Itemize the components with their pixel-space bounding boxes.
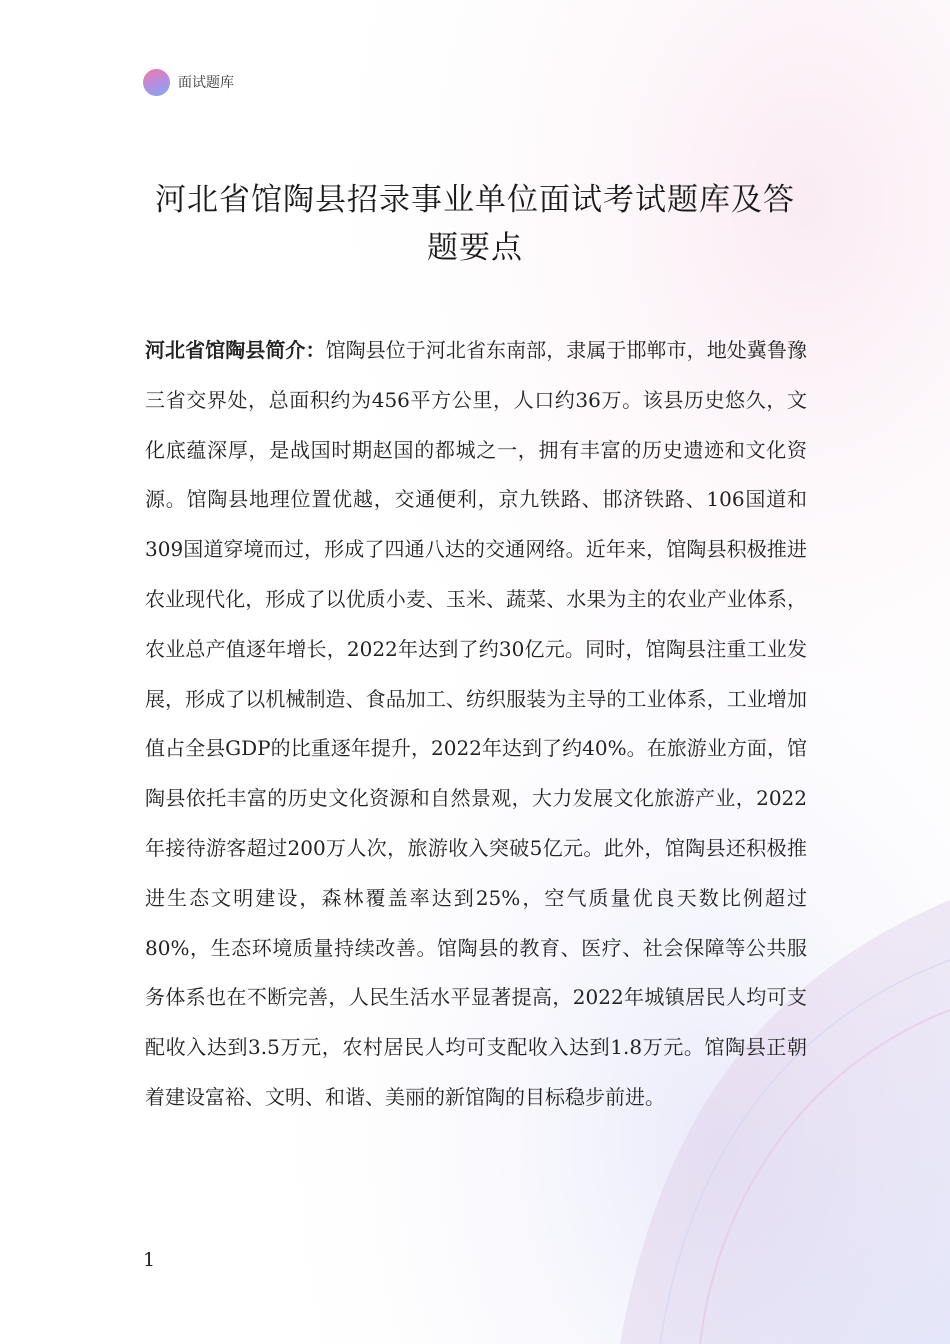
intro-paragraph	[145, 326, 807, 1123]
brand-name: 面试题库	[178, 75, 234, 91]
header	[143, 66, 234, 98]
logo-icon	[143, 69, 170, 96]
intro-text: 馆陶县位于河北省东南部，隶属于邯郸市，地处冀鲁豫三省交界处，总面积约为456平方公里，人口约36万。该县历史悠久，文化底蕴深厚，是战国时期赵国的都城之一，拥有丰富的历史遗迹和文化资源。馆陶县地理位置优越，交通便利，京九铁路、邯济铁路、106国道和309国道穿境而过，形成了四通八达的交通网络。近年来，馆陶县积极推进农业现代化，形成了以优质小麦、玉米、蔬菜、水果为主的农业产业体系，农业总产值逐年增长，2022年达到了约30亿元。同时，馆陶县注重工业发展，形成了以机械制造、食品加工、纺织服装为主导的工业体系，工业增加值占全县GDP的比重逐年提升，2022年达到了约40%。在旅游业方面，馆陶县依托丰富的历史文化资源和自然景观，大力发展文化旅游产业，2022年接待游客超过200万人次，旅游收入突破5亿元。此外，馆陶县还积极推进生态文明建设，森林覆盖率达到25%，空气质量优良天数比例超过80%，生态环境质量持续改善。馆陶县的教育、医疗、社会保障等公共服务体系也在不断完善，人民生活水平显著提高，2022年城镇居民人均可支配收入达到3.5万元，农村居民人均可支配收入达到1.8万元。馆陶县正朝着建设富裕、文明、和谐、美丽的新馆陶的目标稳步前进。	[145, 338, 807, 1109]
document-title: 河北省馆陶县招录事业单位面试考试题库及答题要点	[155, 182, 795, 266]
page-number: 1	[143, 1249, 156, 1271]
intro-label: 河北省馆陶县简介：	[145, 338, 326, 362]
